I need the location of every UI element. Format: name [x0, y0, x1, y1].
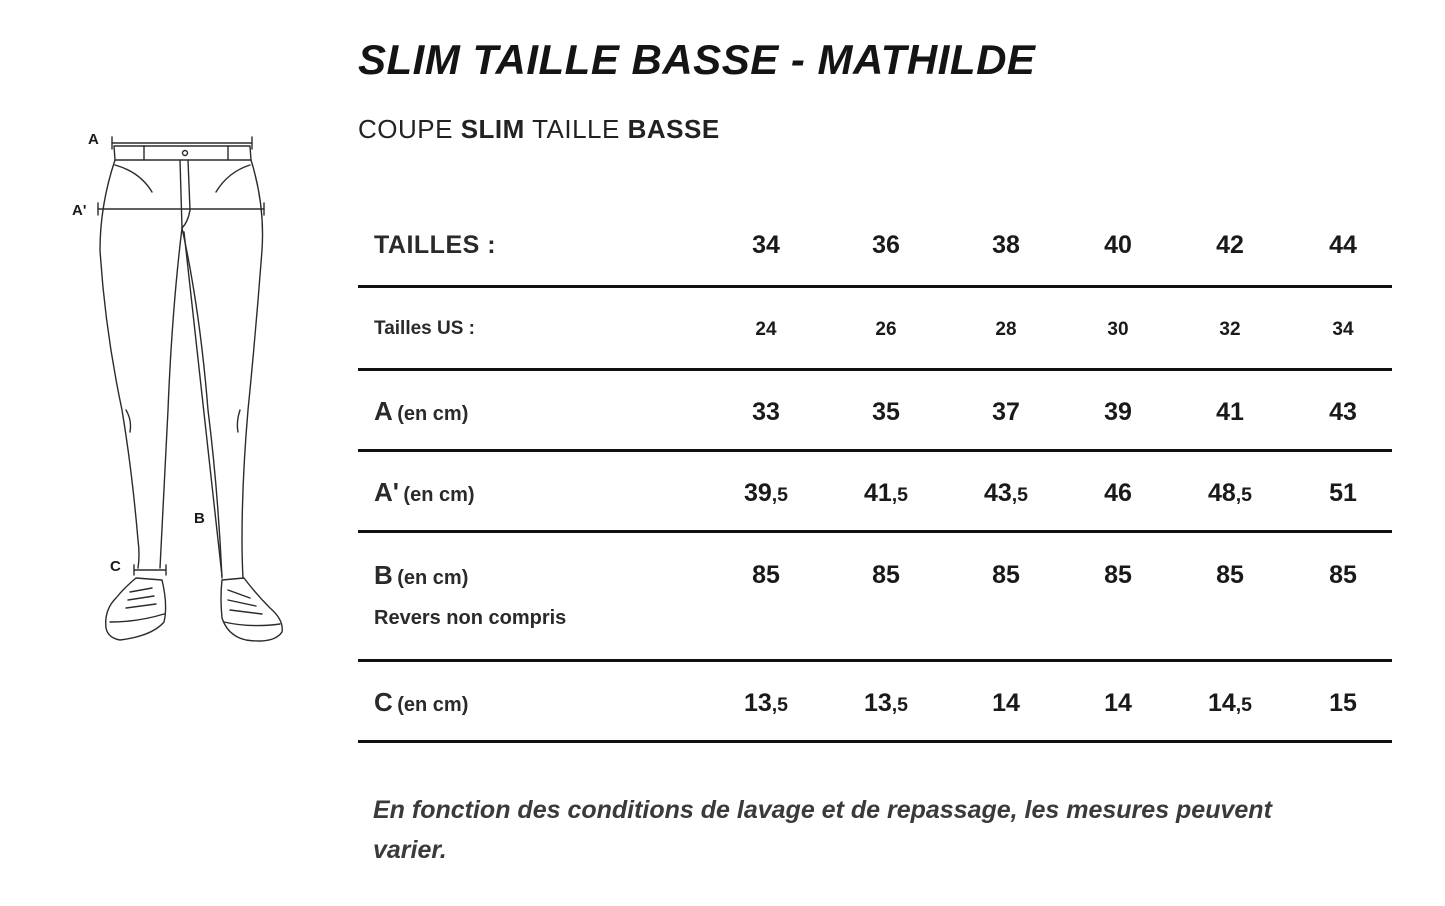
- table-row-a-prime: [358, 452, 1392, 533]
- cell-value: 85: [872, 561, 900, 589]
- cell-value: 85: [752, 561, 780, 589]
- table-cell: [836, 371, 936, 427]
- row-label: [358, 452, 706, 508]
- cell-value: 43: [983, 479, 1012, 507]
- cell-value: 28: [995, 319, 1017, 340]
- disclaimer-note: En fonction des conditions de lavage et de repassage, les mesures peuvent varier.: [373, 796, 1272, 864]
- table-cell: [1068, 452, 1168, 508]
- row-label-letter: A': [374, 477, 399, 507]
- cell-value: 85: [992, 561, 1020, 589]
- cell-decimal: ,5: [771, 484, 789, 506]
- cell-value: 35: [872, 398, 900, 426]
- subtitle-part-coupe: COUPE: [358, 114, 453, 144]
- table-cell: [716, 662, 816, 718]
- table-cell: [716, 452, 816, 508]
- table-cell: [836, 662, 936, 718]
- header-size-cell: 34: [752, 231, 780, 259]
- table-cell: [1180, 371, 1280, 427]
- cell-value: 41: [863, 479, 892, 507]
- cell-decimal: ,5: [891, 694, 909, 716]
- row-label-unit: (en cm): [397, 567, 469, 589]
- table-cell: [1293, 288, 1393, 341]
- table-cell: [836, 452, 936, 508]
- cell-value: 39: [743, 479, 772, 507]
- header-size-cell: 42: [1216, 231, 1244, 259]
- table-cell: [956, 452, 1056, 508]
- row-label-letter: C: [374, 687, 393, 717]
- table-cell: [1180, 452, 1280, 508]
- cell-value: 14: [1104, 689, 1132, 717]
- cell-value: 85: [1216, 561, 1244, 589]
- figure-label-b: B: [194, 510, 205, 527]
- table-cell: [956, 288, 1056, 341]
- cell-value: 51: [1329, 479, 1357, 507]
- cell-value: 33: [752, 398, 780, 426]
- table-body: [358, 288, 1392, 743]
- row-label-note: Revers non compris: [374, 607, 567, 629]
- figure-label-a-prime: A': [72, 202, 87, 219]
- subtitle-part-taille: TAILLE: [532, 114, 620, 144]
- table-cell: [956, 662, 1056, 718]
- table-cell: [1068, 371, 1168, 427]
- table-row-a: [358, 371, 1392, 452]
- header-size-cell: 36: [872, 231, 900, 259]
- cell-decimal: ,5: [1011, 484, 1029, 506]
- cell-value: 34: [1332, 319, 1354, 340]
- header-size-cell: 38: [992, 231, 1020, 259]
- cell-value: 46: [1104, 479, 1132, 507]
- row-label: [358, 662, 706, 718]
- cell-value: 30: [1107, 319, 1129, 340]
- table-cell: [836, 533, 936, 590]
- header-label: TAILLES :: [374, 231, 497, 259]
- row-label-unit: (en cm): [397, 403, 469, 425]
- table-cell: [1068, 533, 1168, 590]
- table-row-c: [358, 662, 1392, 743]
- table-row-b: [358, 533, 1392, 662]
- header-size-cell: 44: [1329, 231, 1357, 259]
- page-title: SLIM TAILLE BASSE - MATHILDE: [358, 36, 1036, 83]
- cell-value: 13: [863, 689, 892, 717]
- cell-value: 85: [1329, 561, 1357, 589]
- measure-a-line: [112, 137, 252, 149]
- subtitle-part-basse: BASSE: [627, 114, 720, 144]
- table-cell: [1068, 288, 1168, 341]
- cell-value: 14: [992, 689, 1020, 717]
- row-label-unit: (en cm): [397, 694, 469, 716]
- table-cell: [716, 288, 816, 341]
- cell-value: 43: [1329, 398, 1357, 426]
- size-table: [358, 205, 1392, 743]
- table-cell: [1180, 288, 1280, 341]
- cell-decimal: ,5: [771, 694, 789, 716]
- row-label: Tailles US :: [374, 318, 476, 339]
- cell-value: 32: [1219, 319, 1241, 340]
- cell-value: 39: [1104, 398, 1132, 426]
- row-label-letter: B: [374, 560, 393, 590]
- cell-value: 26: [875, 319, 897, 340]
- row-label-letter: A: [374, 396, 393, 426]
- table-cell: [1293, 533, 1393, 590]
- cell-decimal: ,5: [891, 484, 909, 506]
- table-header-row: [358, 205, 1392, 288]
- table-cell: [716, 371, 816, 427]
- row-label-unit: (en cm): [403, 484, 475, 506]
- cell-value: 24: [755, 319, 777, 340]
- cell-value: 37: [992, 398, 1020, 426]
- table-cell: [716, 533, 816, 590]
- table-cell: [1293, 662, 1393, 718]
- table-cell: [956, 533, 1056, 590]
- cell-value: 85: [1104, 561, 1132, 589]
- jeans-illustration: [60, 110, 300, 655]
- cell-decimal: ,5: [1235, 694, 1253, 716]
- row-label: [358, 371, 706, 427]
- table-cell: [1068, 662, 1168, 718]
- subtitle-part-slim: SLIM: [460, 114, 525, 144]
- cell-value: 14: [1207, 689, 1236, 717]
- cell-value: 13: [743, 689, 772, 717]
- table-cell: [1180, 533, 1280, 590]
- cell-value: 15: [1329, 689, 1357, 717]
- header-size-cell: 40: [1104, 231, 1132, 259]
- table-cell: [1293, 452, 1393, 508]
- cell-decimal: ,5: [1235, 484, 1253, 506]
- page-subtitle: [358, 114, 720, 145]
- table-cell: [956, 371, 1056, 427]
- table-row-us: [358, 288, 1392, 371]
- figure-label-c: C: [110, 558, 121, 575]
- table-cell: [1180, 662, 1280, 718]
- table-cell: [836, 288, 936, 341]
- cell-value: 48: [1207, 479, 1236, 507]
- table-cell: [1293, 371, 1393, 427]
- row-label: [358, 533, 706, 630]
- figure-label-a: A: [88, 131, 99, 148]
- cell-value: 41: [1216, 398, 1244, 426]
